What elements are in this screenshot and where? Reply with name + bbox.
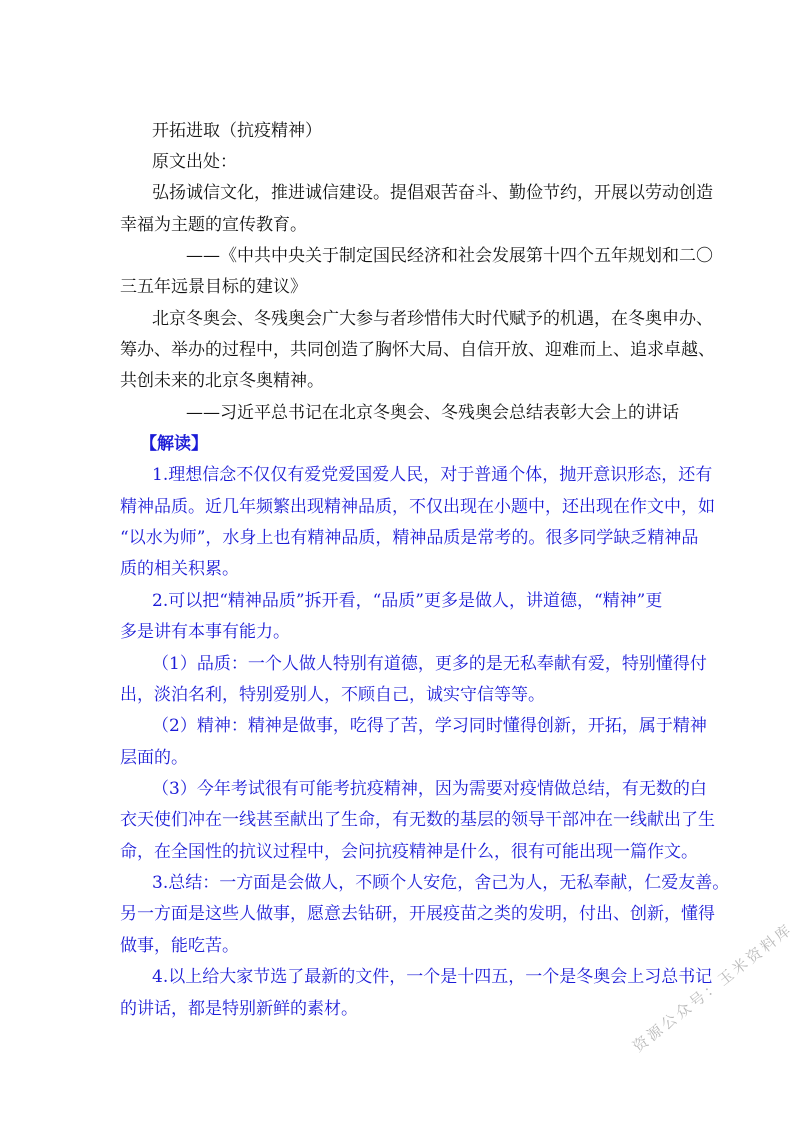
point-3-line-2: 另一方面是这些人做事，愿意去钻研，开展疫苗之类的发明，付出、创新，懂得 xyxy=(120,904,715,924)
quote1-line-1: 弘扬诚信文化，推进诚信建设。提倡艰苦奋斗、勤俭节约，开展以劳动创造 xyxy=(152,183,713,203)
quote2-line-3: 共创未来的北京冬奥精神。 xyxy=(120,371,324,391)
point-2-1-line-1: （1）品质：一个人做人特别有道德，更多的是无私奉献有爱，特别懂得付 xyxy=(152,654,707,674)
point-3-line-1: 3.总结：一方面是会做人，不顾个人安危，舍己为人，无私奉献，仁爱友善。 xyxy=(152,873,730,893)
point-2-3-line-2: 衣天使们冲在一线甚至献出了生命，有无数的基层的领导干部冲在一线献出了生 xyxy=(120,810,715,830)
point-1-line-1: 1.理想信念不仅仅有爱党爱国爱人民，对于普通个体，抛开意识形态，还有 xyxy=(152,465,713,485)
point-4-line-1: 4.以上给大家节选了最新的文件，一个是十四五，一个是冬奥会上习总书记 xyxy=(152,967,713,987)
source-label: 原文出处： xyxy=(152,152,237,172)
quote2-line-1: 北京冬奥会、冬残奥会广大参与者珍惜伟大时代赋予的机遇，在冬奥申办、 xyxy=(152,309,713,329)
point-2-1-line-2: 出，淡泊名利，特别爱别人，不顾自己，诚实守信等等。 xyxy=(120,685,545,705)
interpretation-heading: 【解读】 xyxy=(140,434,208,454)
quote2-line-2: 筹办、举办的过程中，共同创造了胸怀大局、自信开放、迎难而上、追求卓越、 xyxy=(120,340,715,360)
point-2-3-line-3: 命，在全国性的抗议过程中，会问抗疫精神是什么，很有可能出现一篇作文。 xyxy=(120,842,698,862)
point-2-line-1: 2.可以把“精神品质”拆开看，“品质”更多是做人，讲道德，“精神”更 xyxy=(152,591,663,611)
point-1-line-2: 精神品质。近几年频繁出现精神品质，不仅出现在小题中，还出现在作文中，如 xyxy=(120,497,715,517)
point-1-line-3: “以水为师”，水身上也有精神品质，精神品质是常考的。很多同学缺乏精神品 xyxy=(120,528,699,548)
point-1-line-4: 质的相关积累。 xyxy=(120,559,239,579)
quote1-line-2: 幸福为主题的宣传教育。 xyxy=(120,215,307,235)
quote2-attribution: ——习近平总书记在北京冬奥会、冬残奥会总结表彰大会上的讲话 xyxy=(186,403,679,423)
point-3-line-3: 做事，能吃苦。 xyxy=(120,936,239,956)
point-2-3-line-1: （3）今年考试很有可能考抗疫精神，因为需要对疫情做总结，有无数的白 xyxy=(152,779,707,799)
point-4-line-2: 的讲话，都是特别新鲜的素材。 xyxy=(120,999,358,1019)
section-title: 开拓进取（抗疫精神） xyxy=(152,121,322,141)
point-2-line-2: 多是讲有本事有能力。 xyxy=(120,622,290,642)
quote1-attribution-line-1: ——《中共中央关于制定国民经济和社会发展第十四个五年规划和二〇 xyxy=(186,246,713,266)
point-2-2-line-1: （2）精神：精神是做事，吃得了苦，学习同时懂得创新，开拓，属于精神 xyxy=(152,716,707,736)
point-2-2-line-2: 层面的。 xyxy=(120,748,188,768)
watermark-text: 资源公众号：玉米资料库 xyxy=(629,919,797,1056)
quote1-attribution-line-2: 三五年远景目标的建议》 xyxy=(120,277,307,297)
